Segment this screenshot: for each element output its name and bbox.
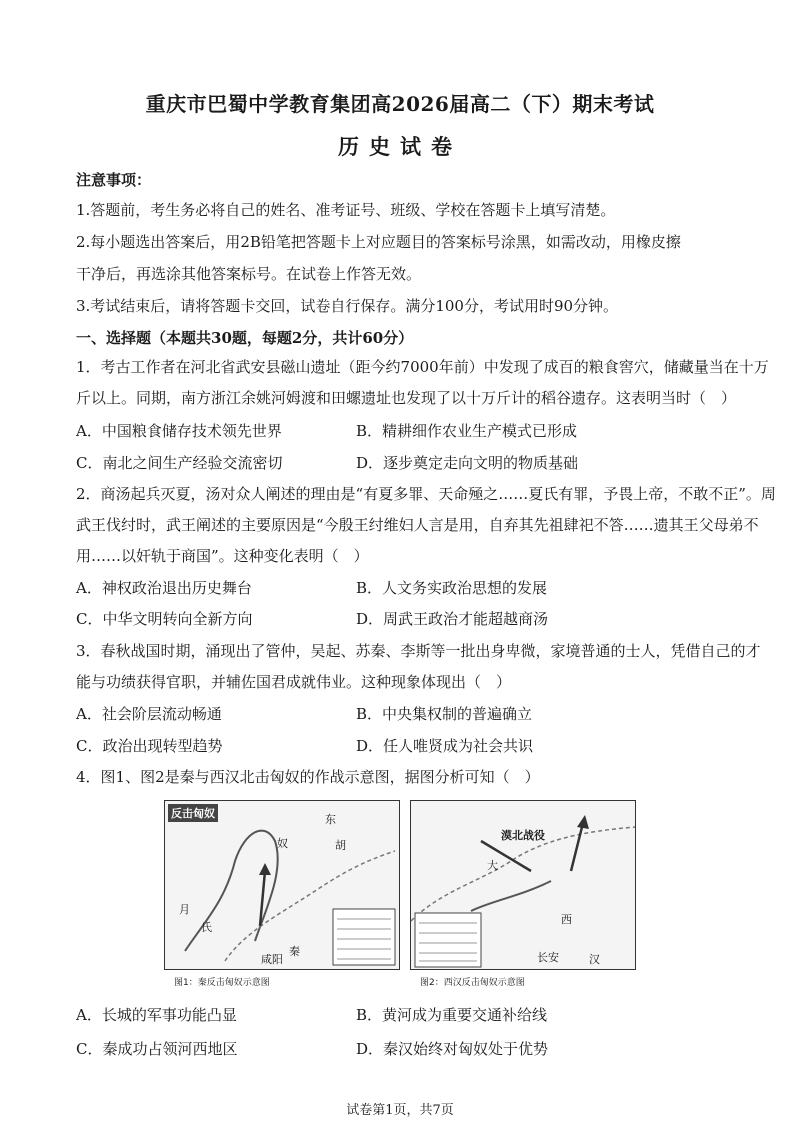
map-western-han-vs-xiongnu [410, 800, 636, 970]
q1-line-1: 1．考古工作者在河北省武安县磁山遗址（距今约7000年前）中发现了成百的粮食窖穴，储藏量当在十万 [76, 358, 769, 376]
section-heading: 一、选择题（本题共30题，每题2分，共计60分） [76, 329, 414, 347]
q4-line-1: 4．图1、图2是秦与西汉北击匈奴的作战示意图，据图分析可知（ ） [76, 768, 540, 786]
page-footer: 试卷第1页，共7页 [346, 1103, 454, 1118]
map1-label: 氏 [201, 921, 212, 934]
q3-line-1: 3．春秋战国时期，涌现出了管仲，吴起、苏秦、李斯等一批出身卑微，家境普通的士人，凭借自己的才 [76, 642, 761, 660]
map1-label: 咸阳 [261, 953, 283, 966]
attack-arrow-head [577, 815, 589, 829]
q4-option-c: C．秦成功占领河西地区 [76, 1040, 238, 1058]
note-line-1: 1.答题前，考生务必将自己的姓名、准考证号、班级、学校在答题卡上填写清楚。 [76, 201, 616, 219]
q4-option-a: A．长城的军事功能凸显 [76, 1006, 237, 1024]
q3-option-a: A．社会阶层流动畅通 [76, 705, 222, 723]
map1-label: 胡 [335, 839, 346, 852]
map1-drawing [165, 801, 400, 970]
map2-label: 长安 [537, 951, 559, 964]
map2-label: 漠北战役 [501, 829, 545, 842]
map1-label: 月 [179, 903, 190, 916]
q1-option-d: D．逐步奠定走向文明的物质基础 [356, 454, 579, 472]
map1-label: 奴 [277, 837, 288, 850]
q3-line-2: 能与功绩获得官职，并辅佐国君成就伟业。这种现象体现出（ ） [76, 673, 512, 691]
map2-label: 大 [487, 859, 498, 872]
q1-option-b: B．精耕细作农业生产模式已形成 [356, 422, 578, 440]
q2-line-3: 用……以奸轨于商国”。这种变化表明（ ） [76, 547, 369, 565]
q2-option-b: B．人文务实政治思想的发展 [356, 579, 548, 597]
q4-figure [164, 800, 640, 990]
attack-arrow-head [259, 863, 271, 875]
q4-option-b: B．黄河成为重要交通补给线 [356, 1006, 548, 1024]
map1-legend-box [333, 909, 395, 965]
map1-caption: 图1：秦反击匈奴示意图 [174, 978, 270, 988]
q2-option-c: C．中华文明转向全新方向 [76, 610, 253, 628]
q2-line-2: 武王伐纣时，武王阐述的主要原因是“今殷王纣维妇人言是用，自弃其先祖肆祀不答……遗其王父母弟不 [76, 516, 759, 534]
map1-label: 东 [325, 813, 336, 826]
exam-title: 重庆市巴蜀中学教育集团高2026届高二（下）期末考试 [145, 92, 655, 116]
note-line-4: 3.考试结束后，请将答题卡交回，试卷自行保存。满分100分，考试用时90分钟。 [76, 297, 619, 315]
q1-line-2: 斤以上。同期，南方浙江余姚河姆渡和田螺遗址也发现了以十万斤计的稻谷遗存。这表明当时（ ） [76, 389, 737, 407]
q3-option-b: B．中央集权制的普遍确立 [356, 705, 533, 723]
exam-subtitle: 历史试卷 [338, 134, 462, 159]
q1-option-a: A．中国粮食储存技术领先世界 [76, 422, 282, 440]
q2-option-a: A．神权政治退出历史舞台 [76, 579, 252, 597]
map1-label: 秦 [289, 945, 300, 958]
q3-option-c: C．政治出现转型趋势 [76, 737, 223, 755]
q2-option-d: D．周武王政治才能超越商汤 [356, 610, 549, 628]
note-line-2: 2.每小题选出答案后，用2B铅笔把答题卡上对应题目的答案标号涂黑，如需改动，用橡皮擦 [76, 233, 681, 251]
note-line-3: 干净后，再选涂其他答案标号。在试卷上作答无效。 [76, 265, 422, 283]
q3-option-d: D．任人唯贤成为社会共识 [356, 737, 534, 755]
notes-heading: 注意事项： [76, 171, 152, 189]
map2-label: 西 [561, 913, 572, 926]
map2-caption: 图2：西汉反击匈奴示意图 [420, 978, 525, 988]
map2-legend-box [415, 913, 481, 967]
q4-option-d: D．秦汉始终对匈奴处于优势 [356, 1040, 549, 1058]
map-qin-vs-xiongnu [164, 800, 400, 970]
q1-option-c: C．南北之间生产经验交流密切 [76, 454, 283, 472]
yellow-river-line [471, 881, 551, 911]
q2-line-1: 2．商汤起兵灭夏，汤对众人阐述的理由是“有夏多罪、天命殛之……夏氏有罪，予畏上帝，不敢不正”。周 [76, 485, 776, 503]
attack-arrow-shaft [571, 823, 583, 871]
map1-tag: 反击匈奴 [168, 804, 218, 822]
map2-label: 汉 [589, 953, 600, 966]
